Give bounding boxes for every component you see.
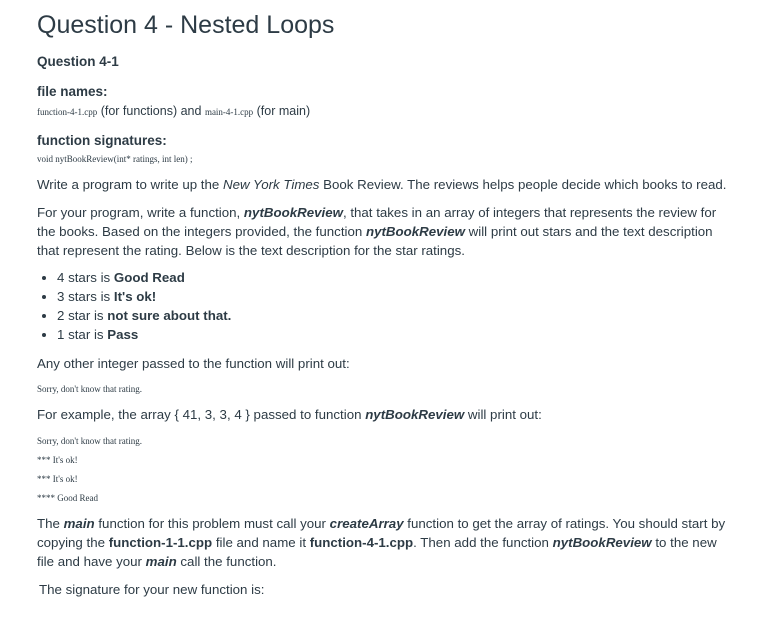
list-item: • 1 star is Pass bbox=[57, 325, 773, 344]
signature-intro-paragraph: The signature for your new function is: bbox=[39, 582, 265, 597]
function-name: nytBookReview bbox=[365, 407, 465, 422]
list-item: • 2 star is not sure about that. bbox=[57, 306, 773, 325]
function-name: nytBookReview bbox=[365, 224, 465, 239]
other-integer-paragraph: Any other integer passed to the function will print out: bbox=[37, 356, 350, 371]
file-name-main: main-4-1.cpp bbox=[204, 107, 254, 117]
output-line: *** It's ok! bbox=[37, 455, 78, 465]
file-names-line: function-4-1.cpp (for functions) and main-4-1.cpp (for main) bbox=[37, 104, 311, 118]
list-item: • 3 stars is It's ok! bbox=[57, 287, 773, 306]
page-title: Question 4 - Nested Loops bbox=[37, 11, 335, 39]
ratings-list bbox=[37, 268, 773, 344]
main-function-paragraph: The main function for this problem must call your createArray function to get the array of ratings. You should start by copying the function-1-1.cpp file and name it function-4-1.cpp. Then add the function nytBookReview to the new file and have your main call the function. bbox=[37, 516, 726, 569]
function-signature-code: void nytBookReview(int* ratings, int len) ; bbox=[37, 154, 193, 164]
example-output-block bbox=[37, 436, 773, 504]
output-line: *** It's ok! bbox=[37, 474, 78, 484]
output-line: **** Good Read bbox=[37, 493, 98, 503]
output-sorry-line: Sorry, don't know that rating. bbox=[37, 384, 143, 394]
file-names-heading: file names: bbox=[37, 84, 108, 99]
function-name: nytBookReview bbox=[243, 205, 343, 220]
list-item: • 4 stars is Good Read bbox=[57, 268, 773, 287]
function-signatures-heading: function signatures: bbox=[37, 133, 167, 148]
intro-paragraph: Write a program to write up the New York Times Book Review. The reviews helps people decide which books to read. bbox=[37, 177, 727, 192]
description-paragraph: For your program, write a function, nytBookReview, that takes in an array of integers that represents the review for the books. Based on the integers provided, the function nytBookReview will print out stars and the text description that represent the rating. Below is the text description for the star ratings. bbox=[37, 205, 717, 258]
question-subtitle: Question 4-1 bbox=[37, 54, 119, 69]
example-paragraph: For example, the array { 41, 3, 3, 4 } passed to function nytBookReview will print out: bbox=[37, 407, 542, 422]
output-line: Sorry, don't know that rating. bbox=[37, 436, 143, 446]
file-name-functions: function-4-1.cpp bbox=[37, 107, 98, 117]
